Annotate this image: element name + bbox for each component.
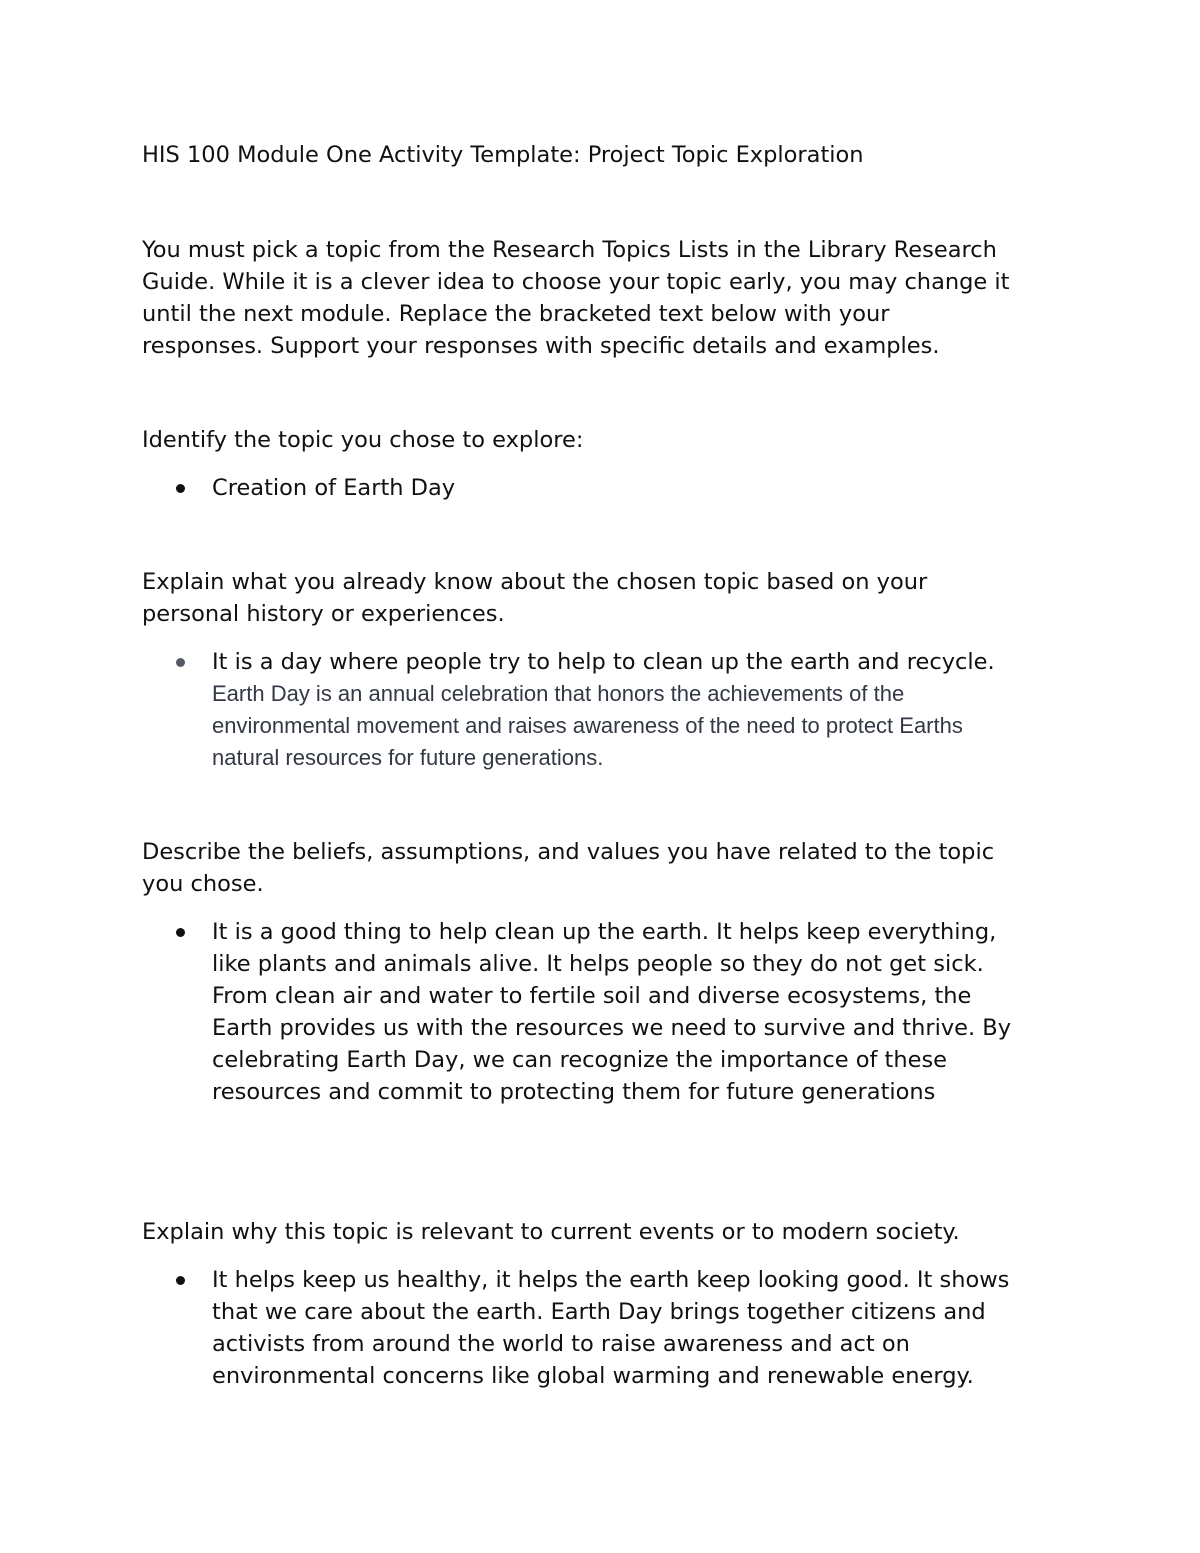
intro-line: responses. Support your responses with specific details and examples. (142, 333, 940, 359)
answer-line: It is a good thing to help clean up the earth. It helps keep everything, (212, 919, 997, 945)
document-title (142, 139, 1072, 171)
answer-line: It helps keep us healthy, it helps the earth keep looking good. It shows (212, 1267, 1010, 1293)
quoted-text-line: natural resources for future generations. (212, 745, 604, 770)
bullet-icon (176, 658, 185, 667)
bullet-icon (176, 1276, 185, 1285)
intro-paragraph (142, 234, 1072, 362)
list-item (142, 916, 1072, 1108)
list-item (142, 1264, 1072, 1392)
answer-line: celebrating Earth Day, we can recognize the importance of these (212, 1047, 948, 1073)
bullet-icon (176, 484, 185, 493)
section-3-answer-list (142, 916, 1072, 1108)
answer-line: From clean air and water to fertile soil and diverse ecosystems, the (212, 983, 972, 1009)
prompt-line: Describe the beliefs, assumptions, and values you have related to the topic (142, 839, 995, 865)
section-2-answer-list (142, 646, 1072, 774)
answer-line: that we care about the earth. Earth Day brings together citizens and (212, 1299, 986, 1325)
bullet-icon (176, 928, 185, 937)
prompt-line: Identify the topic you chose to explore: (142, 427, 584, 453)
answer-line: resources and commit to protecting them for future generations (212, 1079, 936, 1105)
section-2-prompt (142, 566, 1072, 630)
section-4-answer-list (142, 1264, 1072, 1392)
prompt-line: personal history or experiences. (142, 601, 505, 627)
quoted-text-line: environmental movement and raises awareness of the need to protect Earths (212, 713, 963, 738)
list-item (142, 472, 1072, 504)
answer-line: activists from around the world to raise awareness and act on (212, 1331, 910, 1357)
answer-line: It is a day where people try to help to clean up the earth and recycle. (212, 649, 995, 675)
list-item (142, 646, 1072, 774)
intro-line: You must pick a topic from the Research Topics Lists in the Library Research (142, 237, 997, 263)
answer-line: like plants and animals alive. It helps people so they do not get sick. (212, 951, 984, 977)
section-3-prompt (142, 836, 1072, 900)
answer-line: environmental concerns like global warming and renewable energy. (212, 1363, 974, 1389)
answer-line: Creation of Earth Day (212, 475, 456, 501)
prompt-line: Explain why this topic is relevant to current events or to modern society. (142, 1219, 960, 1245)
prompt-line: Explain what you already know about the chosen topic based on your (142, 569, 928, 595)
section-1-prompt (142, 424, 1072, 456)
prompt-line: you chose. (142, 871, 264, 897)
intro-line: Guide. While it is a clever idea to choose your topic early, you may change it (142, 269, 1010, 295)
answer-line: Earth provides us with the resources we need to survive and thrive. By (212, 1015, 1012, 1041)
intro-line: until the next module. Replace the bracketed text below with your (142, 301, 890, 327)
section-1-answer-list (142, 472, 1072, 504)
quoted-text-line: Earth Day is an annual celebration that honors the achievements of the (212, 681, 905, 706)
title-line: HIS 100 Module One Activity Template: Project Topic Exploration (142, 142, 864, 168)
section-4-prompt (142, 1216, 1072, 1248)
